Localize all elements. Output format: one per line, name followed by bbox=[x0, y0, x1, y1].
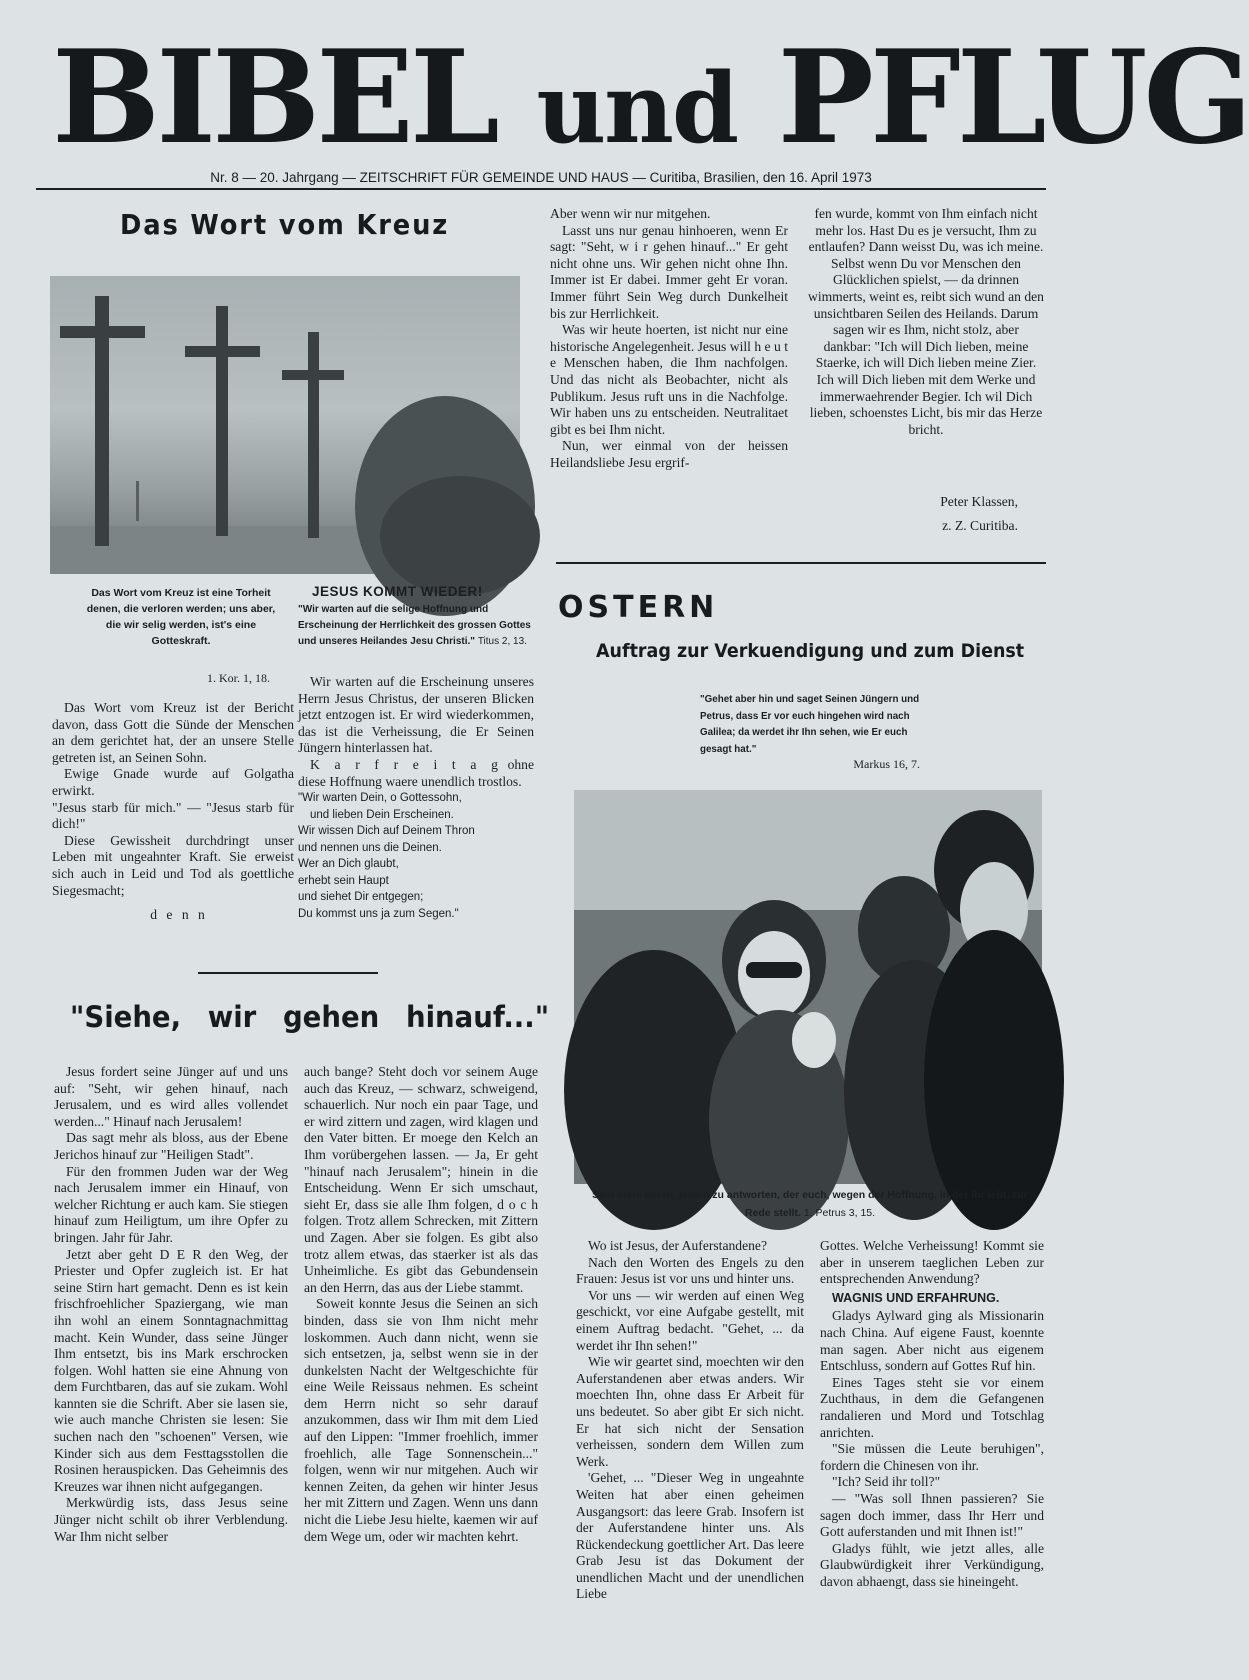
article-jesus-body bbox=[298, 674, 534, 944]
article-col4 bbox=[808, 206, 1044, 496]
poem-line: und lieben Dein Erscheinen. bbox=[310, 808, 454, 821]
caption-youth bbox=[590, 1186, 1030, 1222]
quote-markus-ref: Markus 16, 7. bbox=[853, 757, 920, 771]
masthead bbox=[52, 23, 1249, 173]
poem-line: Wir wissen Dich auf Deinem Thron bbox=[298, 825, 475, 838]
masthead-title-pflug: PFLUG bbox=[777, 23, 1249, 173]
col4-place: z. Z. Curitiba. bbox=[942, 518, 1018, 533]
ostern-paragraph: Wie wir geartet sind, moechten wir den Auferstandenen aber etwas anders. Wir moechten Ihn, ohne dass Er Arbeit für uns bedeutet. So aber gibt Er sich nicht. Er hat sich nicht der Sensation verheissen, sondern dem Willen zum Werk. bbox=[576, 1354, 804, 1469]
subhead-wagnis: WAGNIS UND ERFAHRUNG. bbox=[832, 1290, 1000, 1305]
article-title-wort-vom-kreuz: Das Wort vom Kreuz bbox=[120, 208, 450, 241]
masthead-title-bibel: BIBEL bbox=[52, 23, 496, 173]
quote-titus-ref: Titus 2, 13. bbox=[477, 636, 527, 647]
col3-paragraph: Was wir heute hoerten, ist nicht nur eine historische Angelegenheit. Jesus will h e u t e Menschen haben, die Ihm nachfolgen. Und das nicht als Beobachter, nicht als Publikum. Jesus ruft uns in die Nachfolge. Wir haben uns zu entscheiden. Neutralitaet gibt es bei Ihm nicht. bbox=[550, 322, 788, 437]
ostern-subtitle: Auftrag zur Verkuendigung und zum Dienst bbox=[596, 640, 1025, 662]
article2-paragraph: Jesus fordert seine Jünger auf und uns auf: "Seht, wir gehen hinauf, nach Jerusalem, und es wird alles vollendet werden..." Hinauf nach Jerusalem! bbox=[54, 1064, 288, 1129]
article-col3 bbox=[550, 206, 788, 546]
ostern-paragraph: Wo ist Jesus, der Auferstandene? bbox=[588, 1238, 767, 1253]
quote-titus-text: "Wir warten auf die selige Hoffnung und Erscheinung der Herrlichkeit des grossen Gottes und unseres Heilandes Jesu Christi." bbox=[298, 604, 531, 647]
article2-paragraph: Das sagt mehr als bloss, aus der Ebene Jerichos hinauf zur "Heiligen Stadt". bbox=[54, 1130, 288, 1162]
karfreitag-word: K a r f r e i t a g bbox=[310, 756, 503, 772]
caption-kreuz bbox=[86, 585, 276, 649]
ostern-paragraph: Nach den Worten des Engels zu den Frauen: Jesus ist vor uns und hinter uns. bbox=[576, 1254, 804, 1287]
ostern-col2-paragraph: Gladys fühlt, wie jetzt alles, alle Glaubwürdigkeit ihrer Verkündigung, davon abhaengt, dass sie hineingeht. bbox=[820, 1540, 1044, 1589]
article1-paragraph: Diese Gewissheit durchdringt unser Leben mit ungeahnter Kraft. Sie erweist sich auch in Leid und Tod als goettliche Siegesmacht; bbox=[52, 832, 294, 898]
article1-paragraph: Ewige Gnade wurde auf Golgatha erwirkt. bbox=[52, 766, 294, 798]
col4-author: Peter Klassen, bbox=[940, 494, 1018, 509]
article2-paragraph: Für den frommen Juden war der Weg nach Jerusalem immer ein Hinauf, von welcher Richtung er auch kam. Sie stiegen hinauf zum Heiligtum, um ihre Opfer zu bringen. Jahr für Jahr. bbox=[54, 1163, 288, 1245]
ostern-paragraph: 'Gehet, ... "Dieser Weg in ungeahnte Weiten hat aber einen geheimen Ausgangsort: das leere Grab. Insofern ist der Auferstandene hinter uns. Als Rückendeckung goettlicher Art. Das leere Grab Jesu ist das Dokument der unendlichen Macht und der unendlichen Liebe bbox=[576, 1470, 804, 1602]
article-title-siehe: "Siehe, wir gehen hinauf..." bbox=[70, 1000, 550, 1034]
article2-col2 bbox=[304, 1064, 538, 1666]
article2-paragraph: Jetzt aber geht D E R den Weg, der Priester und Opfer zugleich ist. Er hat seine Stirn hart gemacht. Denn es ist kein frischfroehlicher Spaziergang, wie man ihn wohl an einem Sonntagnachmittag macht. Kein Wunder, dass seine Jünger Ihm entsetzt, bis ins Mark erschrocken folgen. Wohl hatten sie eine Ahnung von dem Furchtbaren, das auf sie zukam. Wohl kannten sie die Schrift. Aber sie lasen sie, wie auch manche Christen sie lesen: Sie suchen nach den "schoenen" Versen, wie Kinder sich aus dem Festtagsstollen die Rosinen herauspicken. Das Geheimnis des Kreuzes war ihnen nicht aufgegangen. bbox=[54, 1246, 288, 1494]
ostern-col2-paragraph: — "Was soll Ihnen passieren? Sie sagen doch immer, dass Ihr Herr und Gott auferstanden und mit Ihnen ist!" bbox=[820, 1490, 1044, 1540]
masthead-title bbox=[52, 23, 1249, 179]
article-jesus-paragraph: Wir warten auf die Erscheinung unseres Herrn Jesus Christus, der unseren Blicken jetzt entzogen ist. Er wird wiederkommen, das ist die Verheissung, die Er Seinen Jüngern hinterlassen hat. bbox=[298, 674, 534, 756]
poem-line: und siehet Dir entgegen; bbox=[298, 891, 424, 904]
ostern-title: OSTERN bbox=[558, 590, 719, 625]
caption-youth-ref: 1. Petrus 3, 15. bbox=[803, 1207, 876, 1219]
poem-line: "Wir warten Dein, o Gottessohn, bbox=[298, 792, 462, 805]
ostern-col2-paragraph: "Ich? Seid ihr toll?" bbox=[832, 1474, 941, 1490]
quote-markus-text: "Gehet aber hin und saget Seinen Jüngern und Petrus, dass Er vor euch hingehen wird nach Galilea; da werdet ihr Ihn sehen, wie Er euch gesagt hat." bbox=[700, 694, 920, 755]
caption-kreuz-text: Das Wort vom Kreuz ist eine Torheit denen, die verloren werden; uns aber, die wir selig werden, ist's eine Gotteskraft. bbox=[86, 587, 276, 647]
ostern-col2-paragraph: "Sie müssen die Leute beruhigen", fordern die Chinesen von ihr. bbox=[820, 1441, 1044, 1473]
poem-line: Wer an Dich glaubt, bbox=[298, 858, 399, 871]
poem-line: Du kommst uns ja zum Segen." bbox=[298, 907, 459, 920]
quote-titus bbox=[298, 602, 534, 650]
article1-paragraph: Das Wort vom Kreuz ist der Bericht davon, dass Gott die Sünde der Menschen an dem gerichtet hat, der an unsere Stelle getreten ist, an Seinen Sohn. bbox=[52, 700, 294, 765]
col3-paragraph: Nun, wer einmal von der heissen Heilandsliebe Jesu ergrif- bbox=[550, 438, 788, 470]
youth-illustration bbox=[574, 790, 1042, 1184]
col3-paragraph: Aber wenn wir nur mitgehen. bbox=[550, 206, 711, 221]
masthead-title-und: und bbox=[536, 52, 738, 165]
ostern-col2-paragraph: Gladys Aylward ging als Missionarin nach China. Auf eigene Faust, koennte man sagen. Aber nicht aus eigenem Entschluss, sondern auf Gottes Ruf hin. bbox=[820, 1308, 1044, 1374]
article2-paragraph: auch bange? Steht doch vor seinem Auge auch das Kreuz, — schwarz, schweigend, schauerlich. Nur noch ein paar Tage, und er wird zittern und zagen, wird klagen und den Vater bitten. Er moege den Kelch an Ihm vorübergehen lassen. — Ja, Er geht "hinauf nach Jerusalem"; hinein in die Entscheidung. Wenn Er sich umschaut, sieht Er, dass sie alle Ihm folgen, d o c h folgen. Trotz allem Schrecken, mit Zittern und Zagen. Aber sie folgen. Es gibt also trotz allem etwas, das staerker ist als das Unheimliche. Es gibt das Gebundensein an den Herrn, das aus der Liebe stammt. bbox=[304, 1064, 538, 1295]
poem-line: erhebt sein Haupt bbox=[298, 874, 389, 887]
ostern-paragraph: Vor uns — wir werden auf einen Weg geschickt, vor eine Aufgabe gestellt, mit einem Auftrag bedacht. "Gehet, ... da werdet ihr Ihn sehen!" bbox=[576, 1287, 804, 1353]
ostern-col1 bbox=[576, 1238, 804, 1668]
article1-end: d e n n bbox=[150, 907, 208, 923]
crosses-illustration bbox=[50, 276, 520, 574]
ostern-col2 bbox=[820, 1238, 1044, 1668]
article1-paragraph: "Jesus starb für mich." — "Jesus starb für dich!" bbox=[52, 799, 294, 832]
divider-rule bbox=[198, 972, 378, 974]
caption-kreuz-ref: 1. Kor. 1, 18. bbox=[207, 671, 270, 685]
poem-line: und nennen uns die Deinen. bbox=[298, 841, 442, 854]
article1-body bbox=[52, 700, 294, 940]
ostern-col2-paragraph: Eines Tages steht sie vor einem Zuchthaus, in dem die Gefangenen randalieren und Mord und Totschlag anrichten. bbox=[820, 1374, 1044, 1440]
col3-paragraph: Lasst uns nur genau hinhoeren, wenn Er sagt: "Seht, w i r gehen hinauf..." Er geht nicht ohne uns. Wir gehen nicht ohne Ihn. Immer ist Er dabei. Immer geht Er voran. Immer führt Sein Weg durch Dunkelheit bis zur Herrlichkeit. bbox=[550, 222, 788, 321]
col4-paragraph: fen wurde, kommt von Ihm einfach nicht mehr los. Hast Du es je versucht, Ihm zu entlaufen? Dann weisst Du, was ich meine. Selbst wenn Du vor Menschen den Glücklichen spielst, — da drinnen wimmerts, weint es, reibt sich wund an den unsichtbaren Seilen des Heilands. Darum sagen wir es Ihm, nicht stolz, aber dankbar: "Ich will Dich lieben, meine Staerke, ich will Dich lieben meine Zier. Ich will Dich lieben mit dem Werke und immerwaehrender Begier. Ich wil Dich lieben, schoenstes Licht, bis mir das Herze bricht. bbox=[808, 206, 1044, 437]
issue-line: Nr. 8 — 20. Jahrgang — ZEITSCHRIFT FÜR GEMEINDE UND HAUS — Curitiba, Brasilien, den 16. April 1973 bbox=[36, 168, 1046, 190]
photo-young-people bbox=[574, 790, 1042, 1184]
caption-youth-text: Seid stets bereit, jedem zu antworten, der euch, wegen der Hoffnung, in der ihr lebt, zur Rede stellt. bbox=[592, 1189, 1028, 1219]
karfreitag-rest: ohne diese Hoffnung waere unendlich trostlos. bbox=[298, 756, 534, 789]
ostern-col2-intro: Gottes. Welche Verheissung! Kommt sie aber in unserem taeglichen Leben zur entsprechenden Anwendung? bbox=[820, 1238, 1044, 1287]
article2-paragraph: Soweit konnte Jesus die Seinen an sich binden, dass sie von Ihm nicht mehr loskommen. Auch dann nicht, wenn sie sich entsetzen, ja, selbst wenn sie in der dunkelsten Nacht der Weltgeschichte für eine Weile Reissaus nehmen. Es scheint dem Herrn nicht so sehr darauf anzukommen, dass wir Ihm mit dem Lied auf den Lippen: "Immer froehlich, immer froehlich, alle Tage Sonnenschein..." folgen, wenn wir nur mitgehen. Auch wir kennen Zeiten, da gehen wir hinter Jesus her mit Zittern und Zagen. Wenn uns dann nicht die Liebe Jesu hielte, kaemen wir auf dem Wege um, oder wir machten kehrt. bbox=[304, 1296, 538, 1544]
article2-paragraph: Merkwürdig ists, dass Jesus seine Jünger nicht schilt ob ihrer Verblendung. War Ihm nicht selber bbox=[54, 1495, 288, 1544]
poem bbox=[298, 790, 534, 922]
quote-markus bbox=[700, 692, 922, 758]
divider-rule-right bbox=[556, 562, 1046, 564]
heading-jesus-kommt-wieder: JESUS KOMMT WIEDER! bbox=[312, 584, 483, 599]
photo-three-crosses bbox=[50, 276, 520, 574]
article2-col1 bbox=[54, 1064, 288, 1666]
